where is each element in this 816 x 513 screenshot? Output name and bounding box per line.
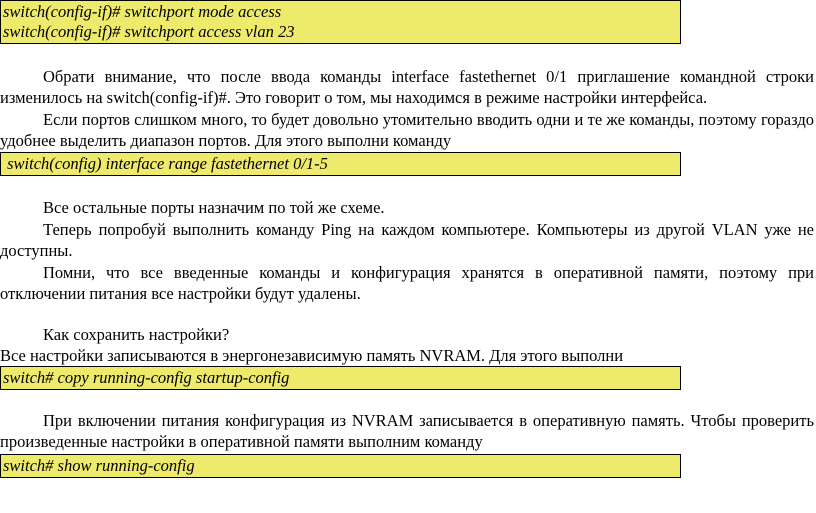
paragraph-power-on: При включении питания конфигурация из NVRAM записывается в оперативную память. Чтобы проверить произведенные настройки в оперативной памяти выполним команду (0, 411, 814, 451)
command-line: switch(config) interface range fastethernet 0/1-5 (3, 154, 328, 173)
paragraph-other-ports: Все остальные порты назначим по той же схеме. (43, 198, 385, 217)
paragraph-save-question: Как сохранить настройки? (43, 325, 230, 344)
command-box-vlan-access (0, 0, 681, 44)
command-line: switch# show running-config (3, 456, 195, 475)
command-line: switch(config-if)# switchport mode access (3, 2, 282, 21)
paragraph-ram-warning: Помни, что все введенные команды и конфигурация хранятся в оперативной памяти, поэтому при отключении питания все настройки будут удалены. (0, 263, 814, 303)
paragraph-nvram: Все настройки записываются в энергонезависимую память NVRAM. Для этого выполни (0, 346, 624, 365)
command-box-copy-config (0, 366, 681, 390)
paragraph-port-range: Если портов слишком много, то будет довольно утомительно вводить одни и те же команды, поэтому гораздо удобнее выделить диапазон портов. Для этого выполни команду (0, 110, 814, 150)
command-line: switch# copy running-config startup-config (3, 368, 290, 387)
command-box-interface-range (0, 152, 681, 176)
paragraph-prompt-change: Обрати внимание, что после ввода команды interface fastethernet 0/1 приглашение командной строки изменилось на switch(config-if)#. Это говорит о том, мы находимся в режиме настройки интерфейса. (0, 67, 814, 107)
command-box-show-config (0, 454, 681, 478)
command-line: switch(config-if)# switchport access vlan 23 (3, 22, 295, 41)
paragraph-ping-test: Теперь попробуй выполнить команду Ping на каждом компьютере. Компьютеры из другой VLAN уже не доступны. (0, 220, 814, 260)
